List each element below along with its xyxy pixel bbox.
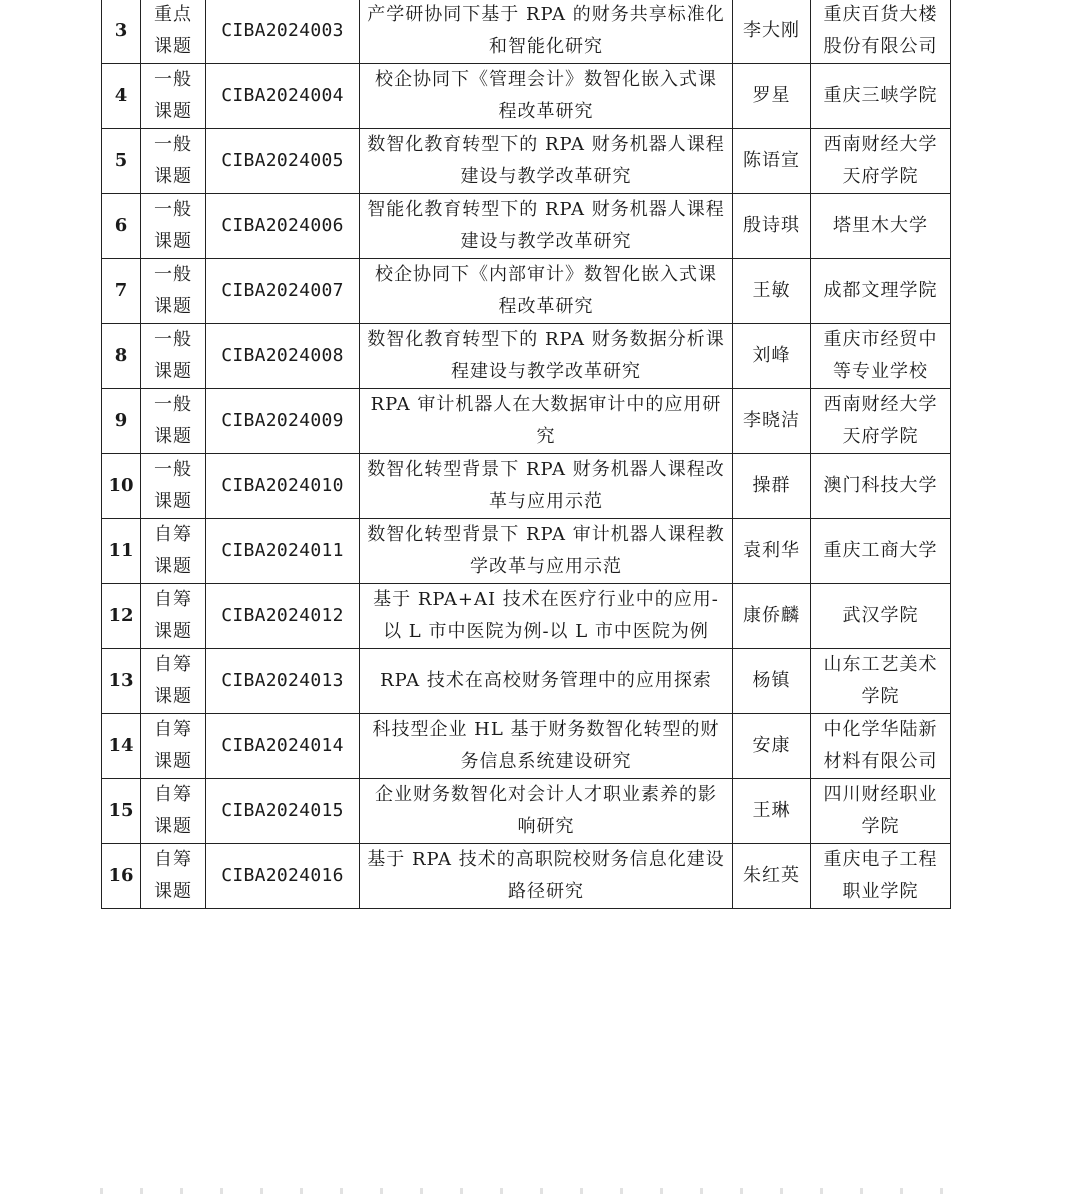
row-number: 8 [102, 324, 141, 389]
table-row [102, 649, 951, 714]
project-unit: 澳门科技大学 [811, 454, 951, 519]
category-line-1: 一般 [154, 459, 192, 480]
project-code: CIBA2024016 [206, 844, 360, 909]
project-category [141, 714, 206, 779]
project-leader: 安康 [733, 714, 811, 779]
project-list-table [101, 0, 951, 909]
row-number: 11 [102, 519, 141, 584]
category-line-1: 自筹 [154, 849, 192, 870]
project-category [141, 454, 206, 519]
category-line-1: 一般 [154, 199, 192, 220]
table-row [102, 714, 951, 779]
table-body [102, 0, 951, 909]
category-line-2: 课题 [154, 816, 192, 837]
project-code: CIBA2024013 [206, 649, 360, 714]
project-title: 科技型企业 HL 基于财务数智化转型的财务信息系统建设研究 [360, 714, 733, 779]
table-row [102, 64, 951, 129]
category-line-2: 课题 [154, 101, 192, 122]
project-leader: 杨镇 [733, 649, 811, 714]
project-title: 校企协同下《管理会计》数智化嵌入式课程改革研究 [360, 64, 733, 129]
row-number: 16 [102, 844, 141, 909]
category-line-2: 课题 [154, 361, 192, 382]
row-number: 9 [102, 389, 141, 454]
row-number: 12 [102, 584, 141, 649]
project-unit: 重庆电子工程职业学院 [811, 844, 951, 909]
table-row [102, 844, 951, 909]
project-leader: 罗星 [733, 64, 811, 129]
category-line-1: 一般 [154, 69, 192, 90]
category-line-2: 课题 [154, 36, 192, 57]
project-category [141, 649, 206, 714]
project-unit: 西南财经大学天府学院 [811, 129, 951, 194]
project-title: 数智化转型背景下 RPA 审计机器人课程教学改革与应用示范 [360, 519, 733, 584]
category-line-1: 自筹 [154, 654, 192, 675]
table-row [102, 129, 951, 194]
project-leader: 陈语宣 [733, 129, 811, 194]
project-title: RPA 技术在高校财务管理中的应用探索 [360, 649, 733, 714]
row-number: 4 [102, 64, 141, 129]
project-code: CIBA2024015 [206, 779, 360, 844]
project-leader: 李大刚 [733, 0, 811, 64]
table-row [102, 454, 951, 519]
row-number: 7 [102, 259, 141, 324]
project-unit: 成都文理学院 [811, 259, 951, 324]
category-line-1: 自筹 [154, 719, 192, 740]
project-category [141, 844, 206, 909]
project-title: 数智化转型背景下 RPA 财务机器人课程改革与应用示范 [360, 454, 733, 519]
project-leader: 康侨麟 [733, 584, 811, 649]
category-line-1: 自筹 [154, 524, 192, 545]
category-line-1: 一般 [154, 329, 192, 350]
project-title: 产学研协同下基于 RPA 的财务共享标准化和智能化研究 [360, 0, 733, 64]
page-edge-artifact [100, 1188, 960, 1194]
project-unit: 重庆三峡学院 [811, 64, 951, 129]
project-category [141, 194, 206, 259]
project-unit: 重庆市经贸中等专业学校 [811, 324, 951, 389]
project-leader: 袁利华 [733, 519, 811, 584]
project-unit: 重庆百货大楼股份有限公司 [811, 0, 951, 64]
project-code: CIBA2024009 [206, 389, 360, 454]
project-code: CIBA2024007 [206, 259, 360, 324]
table-row [102, 389, 951, 454]
project-title: 数智化教育转型下的 RPA 财务数据分析课程建设与教学改革研究 [360, 324, 733, 389]
row-number: 10 [102, 454, 141, 519]
category-line-1: 自筹 [154, 784, 192, 805]
project-title: 智能化教育转型下的 RPA 财务机器人课程建设与教学改革研究 [360, 194, 733, 259]
project-unit: 山东工艺美术学院 [811, 649, 951, 714]
category-line-2: 课题 [154, 296, 192, 317]
project-category [141, 519, 206, 584]
project-code: CIBA2024006 [206, 194, 360, 259]
project-code: CIBA2024005 [206, 129, 360, 194]
project-category [141, 584, 206, 649]
category-line-2: 课题 [154, 686, 192, 707]
project-category [141, 324, 206, 389]
project-unit: 武汉学院 [811, 584, 951, 649]
category-line-2: 课题 [154, 556, 192, 577]
category-line-2: 课题 [154, 426, 192, 447]
project-leader: 王敏 [733, 259, 811, 324]
project-unit: 塔里木大学 [811, 194, 951, 259]
project-leader: 操群 [733, 454, 811, 519]
project-code: CIBA2024014 [206, 714, 360, 779]
table-row [102, 324, 951, 389]
row-number: 3 [102, 0, 141, 64]
project-category [141, 129, 206, 194]
project-category [141, 64, 206, 129]
row-number: 5 [102, 129, 141, 194]
category-line-1: 重点 [154, 4, 192, 25]
project-title: 数智化教育转型下的 RPA 财务机器人课程建设与教学改革研究 [360, 129, 733, 194]
row-number: 14 [102, 714, 141, 779]
project-category [141, 779, 206, 844]
project-leader: 殷诗琪 [733, 194, 811, 259]
row-number: 6 [102, 194, 141, 259]
row-number: 13 [102, 649, 141, 714]
project-code: CIBA2024003 [206, 0, 360, 64]
project-unit: 四川财经职业学院 [811, 779, 951, 844]
table-row [102, 259, 951, 324]
project-category [141, 0, 206, 64]
category-line-2: 课题 [154, 166, 192, 187]
row-number: 15 [102, 779, 141, 844]
project-title: 校企协同下《内部审计》数智化嵌入式课程改革研究 [360, 259, 733, 324]
project-category [141, 389, 206, 454]
project-leader: 李晓洁 [733, 389, 811, 454]
project-title: 基于 RPA 技术的高职院校财务信息化建设路径研究 [360, 844, 733, 909]
project-code: CIBA2024011 [206, 519, 360, 584]
category-line-1: 一般 [154, 264, 192, 285]
project-leader: 朱红英 [733, 844, 811, 909]
category-line-2: 课题 [154, 881, 192, 902]
project-code: CIBA2024008 [206, 324, 360, 389]
category-line-2: 课题 [154, 231, 192, 252]
table-row [102, 194, 951, 259]
project-title: RPA 审计机器人在大数据审计中的应用研究 [360, 389, 733, 454]
category-line-1: 自筹 [154, 589, 192, 610]
project-title: 基于 RPA+AI 技术在医疗行业中的应用-以 L 市中医院为例-以 L 市中医院为例 [360, 584, 733, 649]
project-title: 企业财务数智化对会计人才职业素养的影响研究 [360, 779, 733, 844]
project-code: CIBA2024012 [206, 584, 360, 649]
project-unit: 中化学华陆新材料有限公司 [811, 714, 951, 779]
project-code: CIBA2024004 [206, 64, 360, 129]
category-line-1: 一般 [154, 134, 192, 155]
table-row [102, 0, 951, 64]
table-row [102, 779, 951, 844]
category-line-2: 课题 [154, 491, 192, 512]
table-row [102, 584, 951, 649]
project-unit: 西南财经大学天府学院 [811, 389, 951, 454]
project-code: CIBA2024010 [206, 454, 360, 519]
project-leader: 王琳 [733, 779, 811, 844]
category-line-1: 一般 [154, 394, 192, 415]
project-leader: 刘峰 [733, 324, 811, 389]
category-line-2: 课题 [154, 621, 192, 642]
table-row [102, 519, 951, 584]
project-category [141, 259, 206, 324]
project-unit: 重庆工商大学 [811, 519, 951, 584]
category-line-2: 课题 [154, 751, 192, 772]
